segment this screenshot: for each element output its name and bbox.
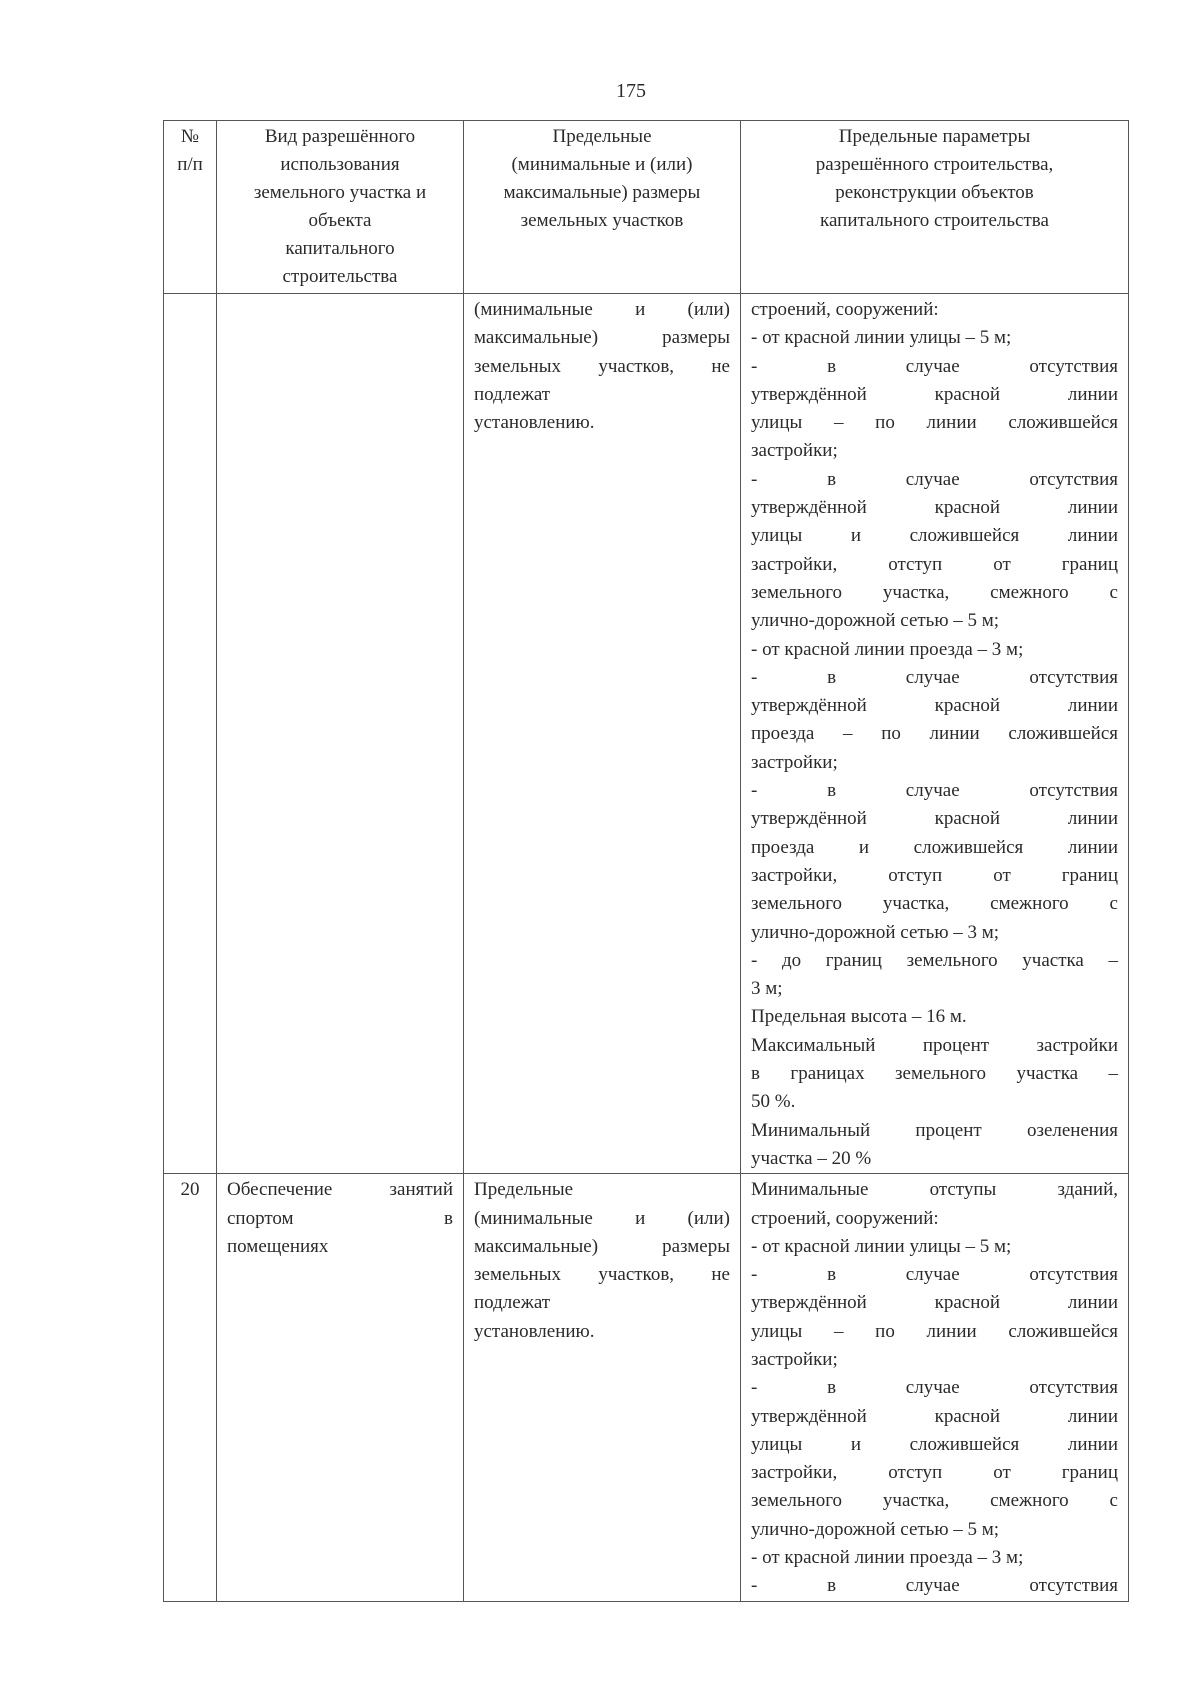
- cell-text-line: Предельные: [474, 1179, 574, 1201]
- cell-text-line: установлению.: [474, 412, 595, 434]
- use-type-cell: [217, 294, 464, 1174]
- header-plot-sizes: [464, 121, 741, 294]
- header-parameters-line: реконструкции объектов: [835, 182, 1034, 203]
- cell-text-line: Предельная высота – 16 м.: [751, 1006, 967, 1028]
- plot-sizes-cell: [464, 1174, 741, 1601]
- cell-text-line: улицы – по линии сложившейся: [751, 412, 1118, 434]
- header-number-line: №: [180, 126, 200, 147]
- cell-text-line: земельных участков, не: [474, 355, 730, 377]
- cell-text-line: - до границ земельного участка –: [751, 949, 1118, 971]
- header-number-line: п/п: [177, 154, 203, 175]
- cell-text-line: утверждённой красной линии: [751, 1405, 1118, 1427]
- cell-text-line: застройки, отступ от границ: [751, 1462, 1118, 1484]
- cell-text-line: - в случае отсутствия: [751, 666, 1118, 688]
- cell-text-line: установлению.: [474, 1320, 595, 1342]
- header-use-type-line: использования: [280, 154, 400, 175]
- header-plot-sizes-line: максимальные) размеры: [503, 182, 701, 203]
- table-header-row: [164, 121, 1129, 294]
- cell-text-line: - от красной линии улицы – 5 м;: [751, 327, 1012, 349]
- cell-text-line: улицы – по линии сложившейся: [751, 1320, 1118, 1342]
- header-parameters: [741, 121, 1129, 294]
- cell-text-line: строений, сооружений:: [751, 1207, 939, 1229]
- cell-text-line: Минимальные отступы зданий,: [751, 1179, 1118, 1201]
- header-parameters-line: капитального строительства: [820, 210, 1049, 231]
- cell-text-line: земельного участка, смежного с: [751, 893, 1118, 915]
- page-number: 175: [616, 80, 646, 102]
- cell-text-line: земельного участка, смежного с: [751, 581, 1118, 603]
- cell-text-line: строений, сооружений:: [751, 299, 939, 320]
- header-use-type-line: Вид разрешённого: [264, 126, 416, 147]
- cell-text-line: утверждённой красной линии: [751, 383, 1118, 405]
- cell-text-line: утверждённой красной линии: [751, 808, 1118, 830]
- header-use-type-line: строительства: [282, 266, 398, 287]
- header-number: [164, 121, 217, 294]
- cell-text-line: улицы и сложившейся линии: [751, 1433, 1118, 1455]
- cell-text-line: улично-дорожной сетью – 5 м;: [751, 1518, 1000, 1540]
- header-plot-sizes-line: (минимальные и (или): [511, 154, 693, 175]
- cell-text-line: спортом в: [227, 1207, 453, 1229]
- cell-text-line: - в случае отсутствия: [751, 468, 1118, 490]
- cell-text-line: - от красной линии улицы – 5 м;: [751, 1235, 1012, 1257]
- parameters-cell: [741, 294, 1129, 1174]
- cell-text-line: Обеспечение занятий: [227, 1179, 453, 1201]
- cell-text-line: проезда и сложившейся линии: [751, 836, 1118, 858]
- row-number-cell: 20: [164, 1174, 217, 1601]
- cell-text-line: улично-дорожной сетью – 5 м;: [751, 610, 1000, 632]
- cell-text-line: 50 %.: [751, 1091, 796, 1113]
- cell-text-line: утверждённой красной линии: [751, 1292, 1118, 1314]
- cell-text-line: проезда – по линии сложившейся: [751, 723, 1118, 745]
- row-number-cell: [164, 294, 217, 1174]
- cell-text-line: застройки;: [751, 751, 838, 773]
- header-use-type-line: объекта: [308, 210, 372, 231]
- cell-text-line: Минимальный процент озеленения: [751, 1119, 1118, 1141]
- cell-text-line: 3 м;: [751, 978, 783, 1000]
- cell-text-line: (минимальные и (или): [474, 1207, 730, 1229]
- cell-text-line: земельных участков, не: [474, 1264, 730, 1286]
- cell-text-line: - от красной линии проезда – 3 м;: [751, 638, 1024, 660]
- use-type-cell: [217, 1174, 464, 1601]
- header-plot-sizes-line: земельных участков: [520, 210, 684, 231]
- table-row: [164, 1174, 1129, 1601]
- regulations-table: [163, 120, 1129, 1602]
- cell-text-line: - от красной линии проезда – 3 м;: [751, 1547, 1024, 1569]
- cell-text-line: участка – 20 %: [751, 1147, 872, 1169]
- cell-text-line: максимальные) размеры: [474, 327, 730, 349]
- header-plot-sizes-line: Предельные: [552, 126, 652, 147]
- cell-text-line: улицы и сложившейся линии: [751, 525, 1118, 547]
- cell-text-line: - в случае отсутствия: [751, 355, 1118, 377]
- cell-text-line: - в случае отсутствия: [751, 1377, 1118, 1399]
- parameters-cell: [741, 1174, 1129, 1601]
- cell-text-line: (минимальные и (или): [474, 299, 730, 320]
- header-use-type-line: капитального: [285, 238, 395, 259]
- cell-text-line: застройки, отступ от границ: [751, 553, 1118, 575]
- cell-text-line: застройки, отступ от границ: [751, 864, 1118, 886]
- cell-text-line: подлежат: [474, 1292, 551, 1314]
- cell-text-line: - в случае отсутствия: [751, 1264, 1118, 1286]
- header-parameters-line: разрешённого строительства,: [815, 154, 1054, 175]
- cell-text-line: утверждённой красной линии: [751, 497, 1118, 519]
- header-parameters-line: Предельные параметры: [838, 126, 1031, 147]
- cell-text-line: помещениях: [227, 1235, 329, 1257]
- cell-text-line: подлежат: [474, 383, 551, 405]
- cell-text-line: - в случае отсутствия: [751, 1575, 1118, 1597]
- cell-text-line: земельного участка, смежного с: [751, 1490, 1118, 1512]
- cell-text-line: застройки;: [751, 440, 838, 462]
- cell-text-line: в границах земельного участка –: [751, 1063, 1118, 1085]
- table-row: [164, 294, 1129, 1174]
- cell-text-line: улично-дорожной сетью – 3 м;: [751, 921, 1000, 943]
- cell-text-line: застройки;: [751, 1348, 838, 1370]
- cell-text-line: максимальные) размеры: [474, 1235, 730, 1257]
- header-use-type-line: земельного участка и: [253, 182, 427, 203]
- cell-text-line: - в случае отсутствия: [751, 780, 1118, 802]
- cell-text-line: утверждённой красной линии: [751, 695, 1118, 717]
- header-use-type: [217, 121, 464, 294]
- plot-sizes-cell: [464, 294, 741, 1174]
- cell-text-line: Максимальный процент застройки: [751, 1034, 1118, 1056]
